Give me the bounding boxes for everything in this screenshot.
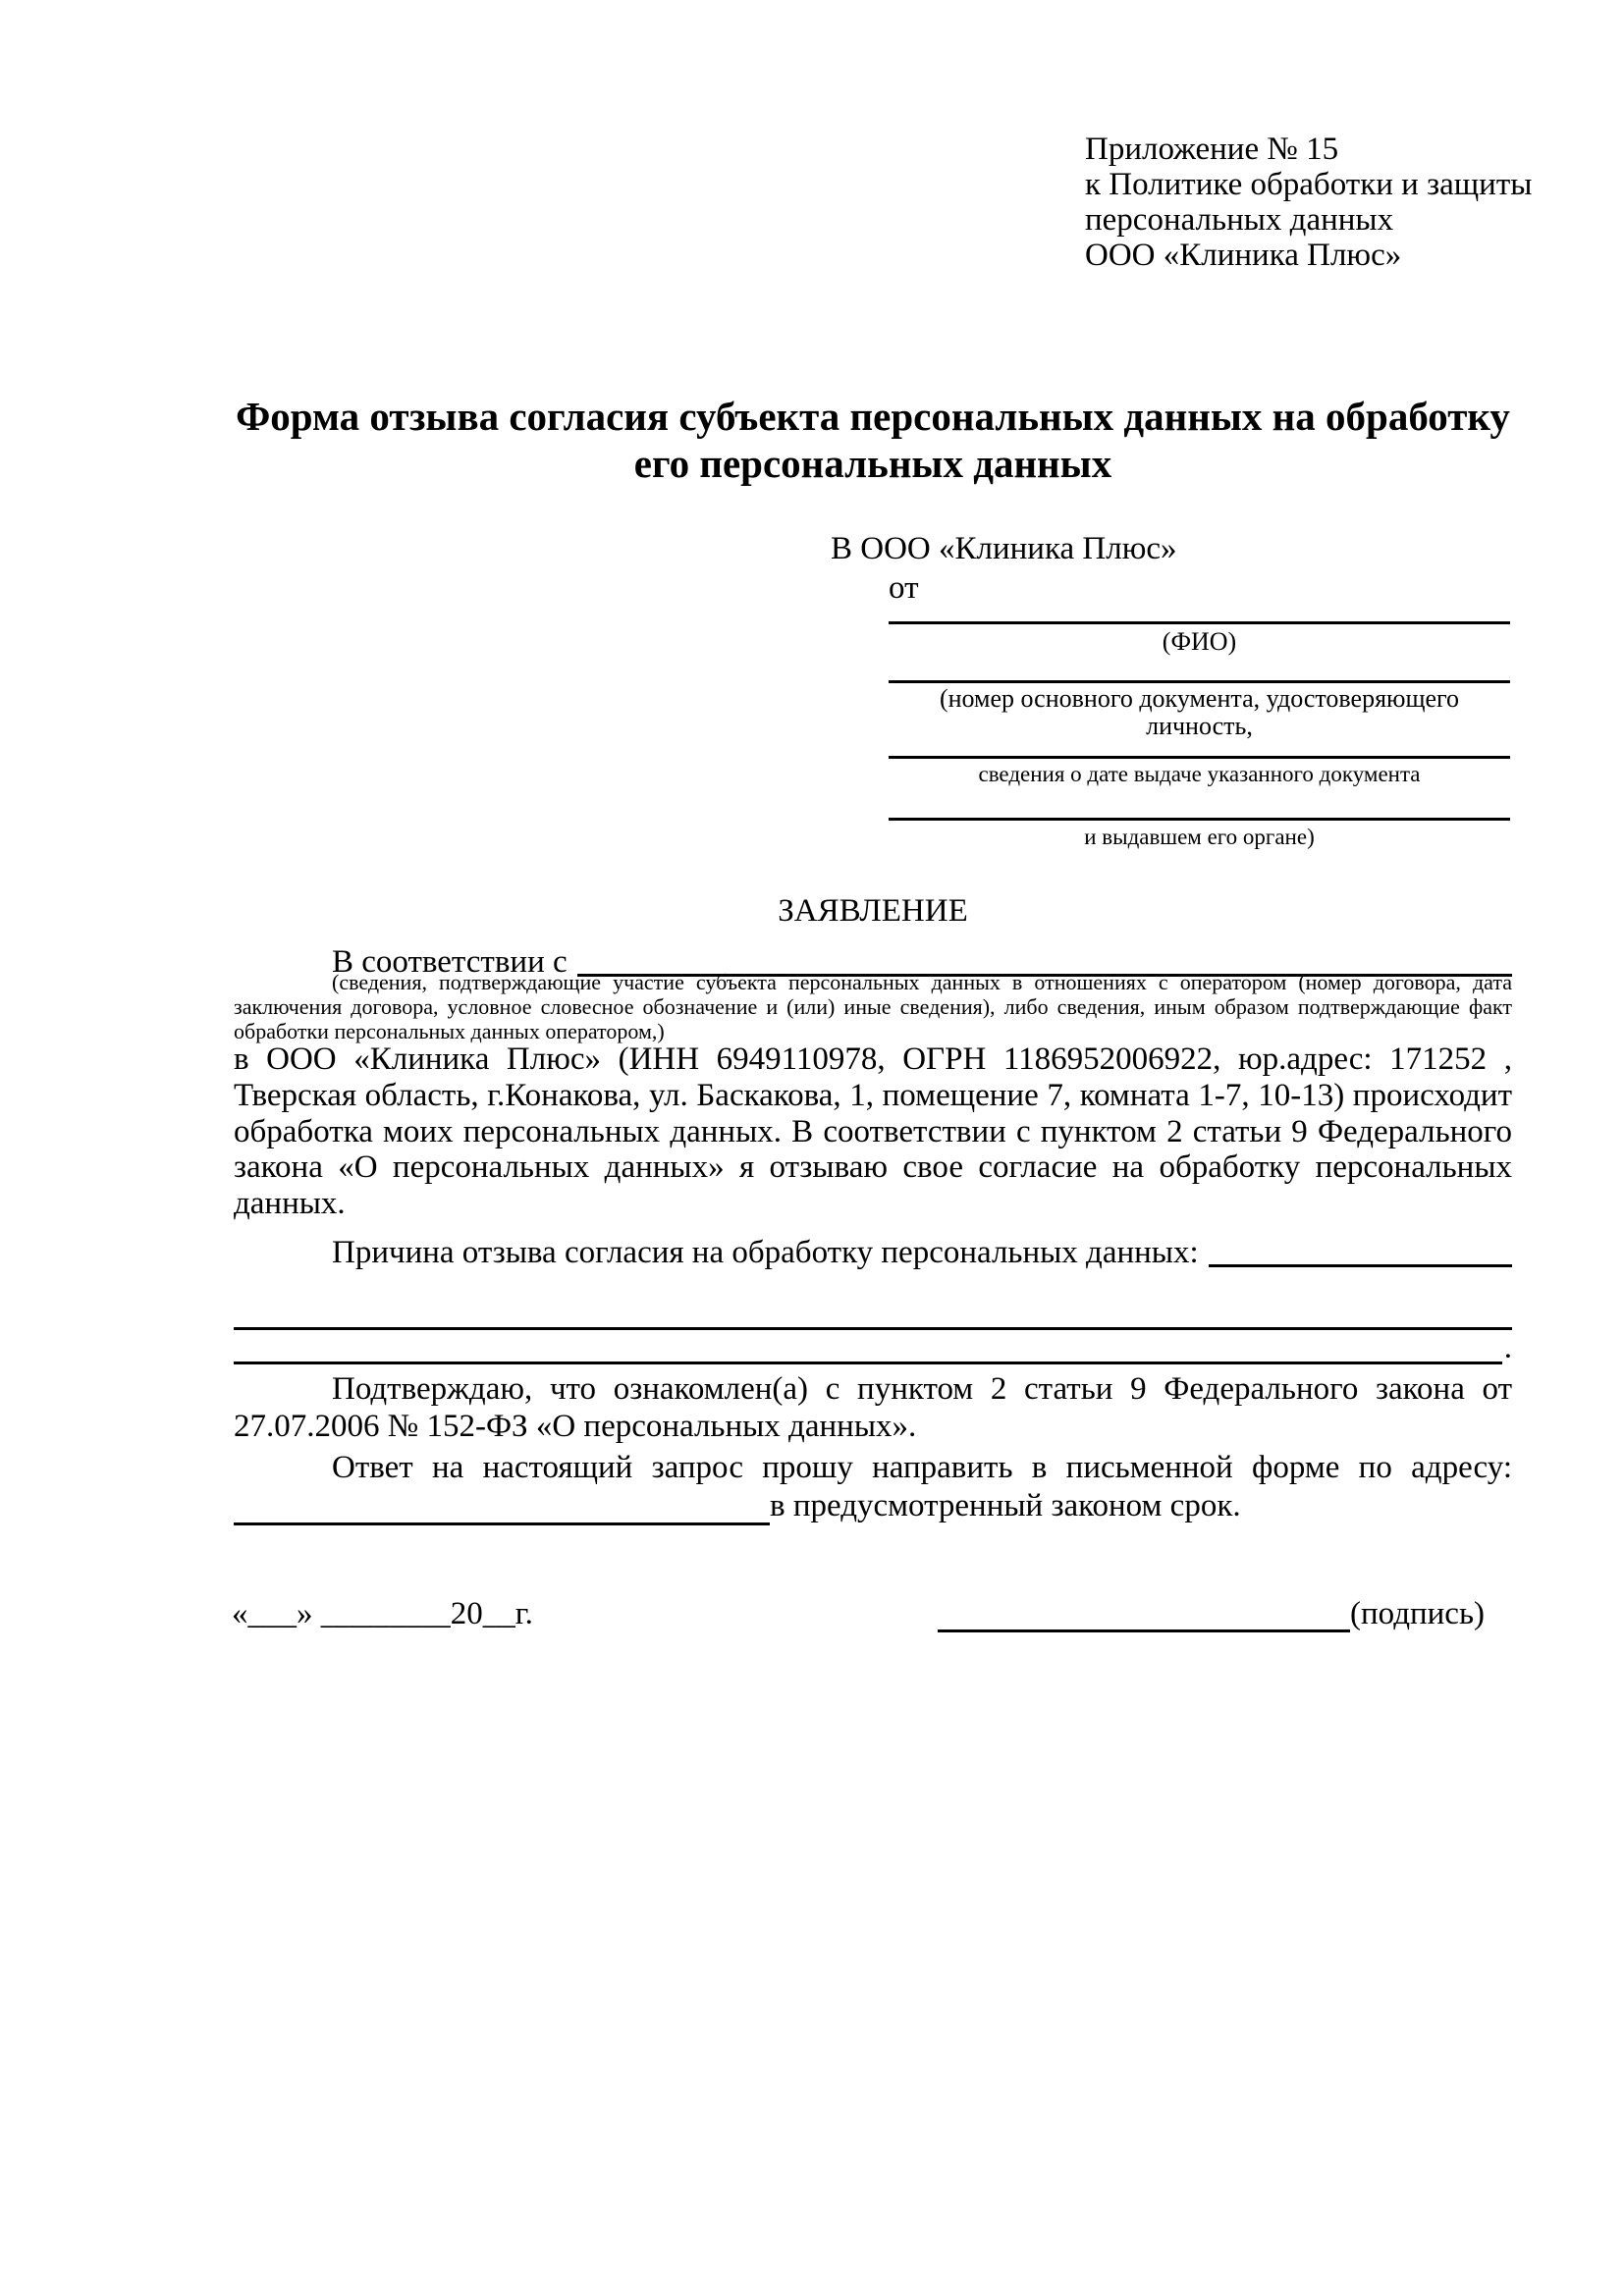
recipient-line: В ООО «Клиника Плюс» <box>831 531 1177 566</box>
issue-date-blank-line <box>889 723 1510 759</box>
fine-print-note: (сведения, подтверждающие участие субъекта персональных данных в отношениях с оператором (номер договора, дата заключения договора, условное словесное обозначение и (или) иные сведения), либо сведения, иным образом подтверждающие факт обработки персональных данных оператором,) <box>234 970 1512 1043</box>
document-title <box>234 393 1512 487</box>
doc-number-caption: (номер основного документа, удостоверяющего личность, <box>939 684 1460 740</box>
address-blank <box>234 1487 770 1525</box>
date-blank: «___» ________20__г. <box>232 1596 533 1631</box>
reason-blank-line-2-rule <box>234 1326 1502 1364</box>
signature-blank <box>938 1600 1350 1632</box>
reason-blank <box>1209 1235 1512 1267</box>
reason-prefix: Причина отзыва согласия на обработку персональных данных: <box>332 1235 1199 1270</box>
paragraph-indent <box>234 1235 332 1271</box>
reason-blank-line-2 <box>234 1329 1512 1364</box>
title-line-2: его персональных данных <box>633 441 1112 486</box>
statement-heading: ЗАЯВЛЕНИЕ <box>778 893 968 929</box>
reason-blank-line-1 <box>234 1292 1512 1330</box>
doc-number-blank-line <box>889 648 1510 683</box>
issuing-authority-blank-line <box>889 785 1510 821</box>
fio-blank-line <box>889 589 1510 624</box>
issue-date-caption: сведения о дате выдаче указанного документа <box>978 762 1421 786</box>
appendix-line-3: персональных данных <box>1085 202 1394 238</box>
fio-caption: (ФИО) <box>1162 627 1237 656</box>
from-label: от <box>889 570 919 606</box>
signature-area <box>938 1596 1485 1632</box>
confirmation-paragraph: Подтверждаю, что ознакомлен(а) с пунктом 2 статьи 9 Федерального закона от 27.07.2006 № 152-ФЗ «О персональных данных». <box>234 1371 1512 1444</box>
reply-request-line: Ответ на настоящий запрос прошу направить в письменной форме по адресу: <box>332 1450 1512 1485</box>
signature-caption: (подпись) <box>1350 1596 1485 1631</box>
trailing-period: . <box>1503 1330 1512 1365</box>
appendix-block <box>1085 132 1532 273</box>
title-line-1: Форма отзыва согласия субъекта персональных данных на обработку <box>236 394 1510 439</box>
reason-line <box>234 1235 1512 1271</box>
body-paragraph: в ООО «Клиника Плюс» (ИНН 6949110978, ОГРН 1186952006922, юр.адрес: 171252 , Тверская область, г.Конакова, ул. Баскакова, 1, помещение 7, комната 1-7, 10-13) происходит обработка моих персональных данных. В соответствии с пунктом 2 статьи 9 Федерального закона «О персональных данных» я отзываю свое согласие на обработку персональных данных. <box>234 1041 1512 1222</box>
issuing-authority-caption: и выдавшем его органе) <box>1084 825 1315 849</box>
appendix-line-1: Приложение № 15 <box>1085 132 1339 167</box>
reply-address-line <box>234 1486 1512 1525</box>
appendix-line-2: к Политике обработки и защиты <box>1085 167 1533 202</box>
appendix-line-4: ООО «Клиника Плюс» <box>1085 238 1402 273</box>
according-prefix: В соответствии с <box>332 944 568 980</box>
reply-suffix: в предусмотренный законом срок. <box>770 1488 1241 1523</box>
